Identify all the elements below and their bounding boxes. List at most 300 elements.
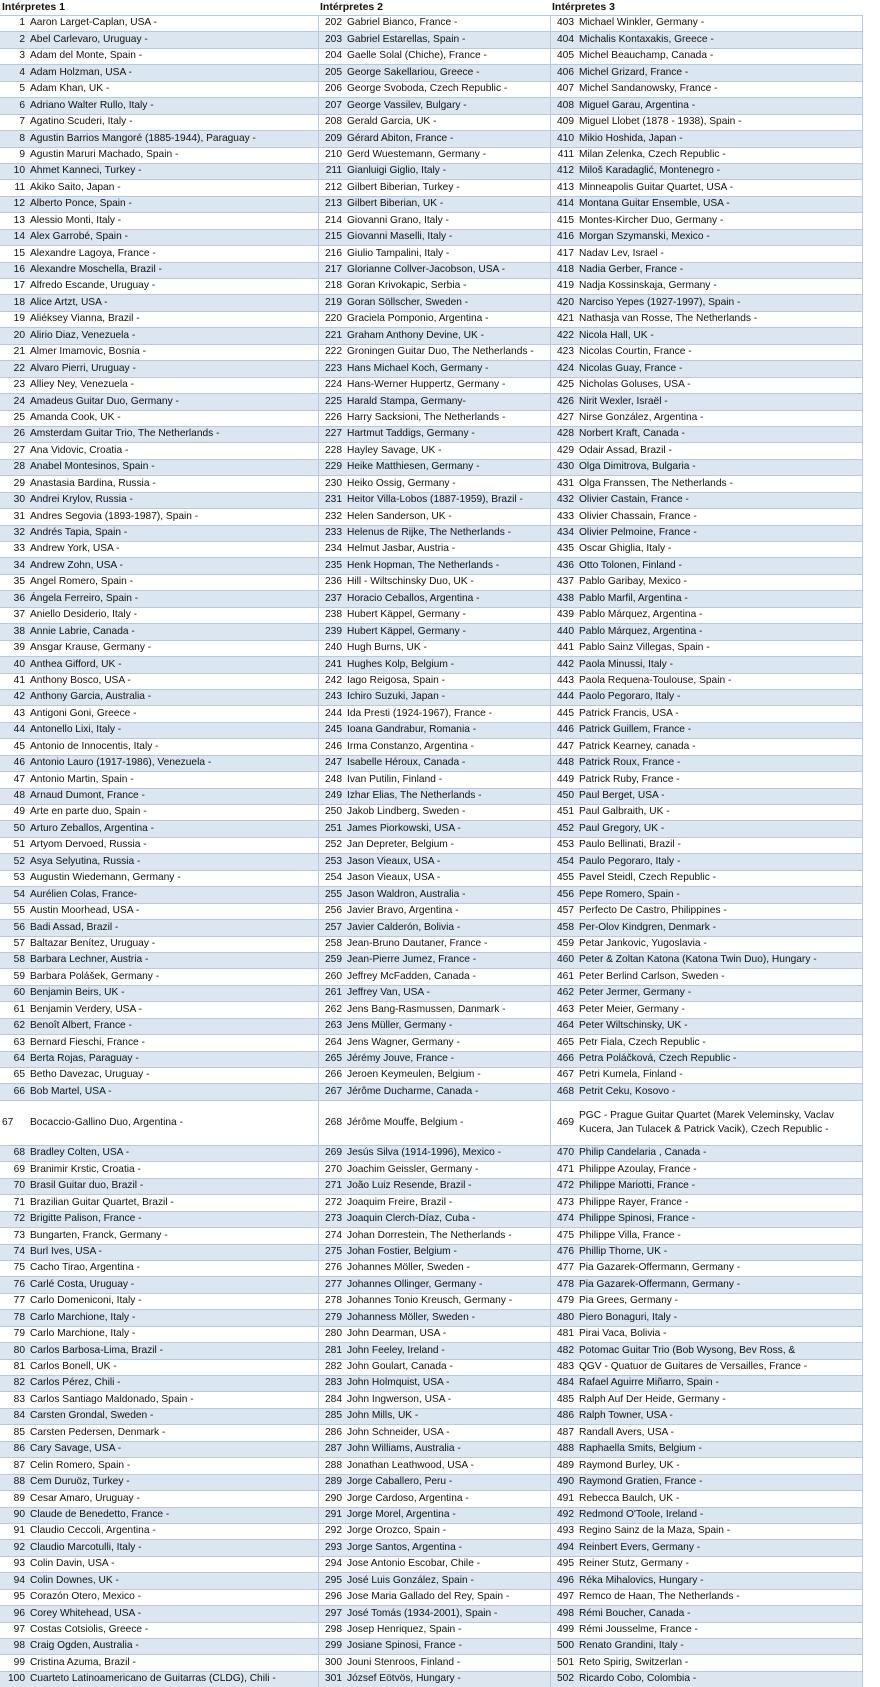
performer-3: Paola Minussi, Italy -: [577, 657, 862, 673]
table-row: [0, 16, 862, 32]
performer-3: Peter Wiltschinsky, UK -: [577, 1018, 862, 1034]
number-3: 485: [550, 1392, 577, 1408]
table-row: [0, 969, 862, 985]
number-2: 274: [318, 1228, 345, 1244]
number-2: 252: [318, 837, 345, 853]
performer-3: QGV - Quatuor de Guitares de Versailles, France -: [577, 1359, 862, 1375]
number-3: 427: [550, 410, 577, 426]
number-3: 482: [550, 1343, 577, 1359]
number-1: 24: [0, 394, 28, 410]
number-3: 404: [550, 32, 577, 48]
number-3: 461: [550, 969, 577, 985]
performer-2: George Svoboda, Czech Republic -: [345, 81, 550, 97]
number-1: 7: [0, 114, 28, 130]
table-row: [0, 147, 862, 163]
performer-3: Nadja Kossinskaja, Germany -: [577, 279, 862, 295]
performer-1: Andrew Zohn, USA -: [28, 558, 318, 574]
performer-2: Giovanni Grano, Italy -: [345, 213, 550, 229]
number-1: 40: [0, 657, 28, 673]
performer-3: Paul Berget, USA -: [577, 788, 862, 804]
number-3: 415: [550, 213, 577, 229]
number-2: 228: [318, 443, 345, 459]
performer-1: Carlos Pérez, Chili -: [28, 1376, 318, 1392]
performer-1: Barbara Polášek, Germany -: [28, 969, 318, 985]
number-1: 32: [0, 525, 28, 541]
performer-2: John Williams, Australia -: [345, 1441, 550, 1457]
number-3: 408: [550, 98, 577, 114]
performer-2: Helmut Jasbar, Austria -: [345, 542, 550, 558]
number-2: 289: [318, 1474, 345, 1490]
performer-1: Antigoni Goni, Greece -: [28, 706, 318, 722]
number-3: 474: [550, 1211, 577, 1227]
table-row: [0, 1211, 862, 1227]
number-2: 240: [318, 640, 345, 656]
table-row: [0, 755, 862, 771]
number-1: 90: [0, 1507, 28, 1523]
number-2: 225: [318, 394, 345, 410]
number-3: 493: [550, 1523, 577, 1539]
performer-1: Agatino Scuderi, Italy -: [28, 114, 318, 130]
number-1: 100: [0, 1671, 28, 1687]
performer-1: Andres Segovia (1893-1987), Spain -: [28, 509, 318, 525]
performer-1: Anthony Bosco, USA -: [28, 673, 318, 689]
number-1: 86: [0, 1441, 28, 1457]
number-1: 25: [0, 410, 28, 426]
number-1: 76: [0, 1277, 28, 1293]
performer-2: Jean-Bruno Dautaner, France -: [345, 936, 550, 952]
table-row: [0, 1639, 862, 1655]
number-3: 496: [550, 1573, 577, 1589]
performer-3: Pirai Vaca, Bolivia -: [577, 1326, 862, 1342]
number-3: 428: [550, 426, 577, 442]
number-2: 295: [318, 1573, 345, 1589]
performer-3: Philippe Azoulay, France -: [577, 1162, 862, 1178]
performer-2: Gabriel Estarellas, Spain -: [345, 32, 550, 48]
number-3: 470: [550, 1145, 577, 1161]
performer-1: Celin Romero, Spain -: [28, 1458, 318, 1474]
number-1: 48: [0, 788, 28, 804]
table-row: [0, 1051, 862, 1067]
number-2: 246: [318, 739, 345, 755]
performer-3: Petr Fiala, Czech Republic -: [577, 1035, 862, 1051]
performer-3: Nicholas Goluses, USA -: [577, 377, 862, 393]
number-2: 284: [318, 1392, 345, 1408]
table-row: [0, 607, 862, 623]
performer-1: Colin Davin, USA -: [28, 1556, 318, 1572]
performer-3: Montana Guitar Ensemble, USA -: [577, 196, 862, 212]
performer-1: Akiko Saito, Japan -: [28, 180, 318, 196]
number-1: 35: [0, 574, 28, 590]
performer-3: Miguel Garau, Argentina -: [577, 98, 862, 114]
number-1: 36: [0, 591, 28, 607]
number-1: 55: [0, 903, 28, 919]
performer-3: Peter Jermer, Germany -: [577, 985, 862, 1001]
performer-3: Ricardo Cobo, Colombia -: [577, 1671, 862, 1687]
performer-2: Hartmut Taddigs, Germany -: [345, 426, 550, 442]
performer-2: Jeroen Keymeulen, Belgium -: [345, 1068, 550, 1084]
performer-1: Benjamin Verdery, USA -: [28, 1002, 318, 1018]
performer-2: Helen Sanderson, UK -: [345, 509, 550, 525]
table-row: [0, 1655, 862, 1671]
table-row: [0, 426, 862, 442]
number-2: 218: [318, 279, 345, 295]
number-3: 426: [550, 394, 577, 410]
number-2: 227: [318, 426, 345, 442]
number-2: 206: [318, 81, 345, 97]
number-3: 453: [550, 837, 577, 853]
number-3: 429: [550, 443, 577, 459]
performer-3: Pavel Steidl, Czech Republic -: [577, 870, 862, 886]
number-1: 87: [0, 1458, 28, 1474]
performer-3: Oscar Ghiglia, Italy -: [577, 542, 862, 558]
performer-3: Renato Grandini, Italy -: [577, 1639, 862, 1655]
performer-2: Ioana Gandrabur, Romania -: [345, 722, 550, 738]
number-3: 450: [550, 788, 577, 804]
number-1: 62: [0, 1018, 28, 1034]
number-1: 58: [0, 952, 28, 968]
number-1: 79: [0, 1326, 28, 1342]
table-row: [0, 574, 862, 590]
performer-1: Branimir Krstic, Croatia -: [28, 1162, 318, 1178]
performer-2: Heiko Ossig, Germany -: [345, 476, 550, 492]
performer-3: Norbert Kraft, Canada -: [577, 426, 862, 442]
performer-2: Gerald Garcia, UK -: [345, 114, 550, 130]
performer-2: Jesús Silva (1914-1996), Mexico -: [345, 1145, 550, 1161]
performer-2: Ida Presti (1924-1967), France -: [345, 706, 550, 722]
number-2: 267: [318, 1084, 345, 1100]
performer-2: Glorianne Collver-Jacobson, USA -: [345, 262, 550, 278]
number-2: 254: [318, 870, 345, 886]
number-1: 61: [0, 1002, 28, 1018]
performer-1: Brasil Guitar duo, Brazil -: [28, 1178, 318, 1194]
number-1: 47: [0, 772, 28, 788]
performer-3: Piero Bonaguri, Italy -: [577, 1310, 862, 1326]
performer-3: Nicolas Courtin, France -: [577, 344, 862, 360]
performer-1: Antonio Martin, Spain -: [28, 772, 318, 788]
performer-1: Arturo Zeballos, Argentina -: [28, 821, 318, 837]
performer-1: Asya Selyutina, Russia -: [28, 854, 318, 870]
number-2: 243: [318, 689, 345, 705]
table-row: [0, 65, 862, 81]
performer-2: Jorge Santos, Argentina -: [345, 1540, 550, 1556]
performer-1: Alessio Monti, Italy -: [28, 213, 318, 229]
performer-2: Gianluigi Giglio, Italy -: [345, 163, 550, 179]
performer-3: Philippe Mariotti, France -: [577, 1178, 862, 1194]
performer-3: Pepe Romero, Spain -: [577, 887, 862, 903]
performer-1: Alliey Ney, Venezuela -: [28, 377, 318, 393]
performer-1: Austin Moorhead, USA -: [28, 903, 318, 919]
number-3: 418: [550, 262, 577, 278]
performer-1: Corey Whitehead, USA -: [28, 1606, 318, 1622]
table-row: [0, 952, 862, 968]
performer-3: Peter & Zoltan Katona (Katona Twin Duo), Hungary -: [577, 952, 862, 968]
number-2: 234: [318, 542, 345, 558]
performer-3: Reto Spirig, Switzerlan -: [577, 1655, 862, 1671]
column-header-2: Intérpretes 2: [318, 0, 550, 16]
performer-2: Johan Fostier, Belgium -: [345, 1244, 550, 1260]
table-row: [0, 394, 862, 410]
number-3: 438: [550, 591, 577, 607]
performer-3: Patrick Ruby, France -: [577, 772, 862, 788]
number-3: 497: [550, 1589, 577, 1605]
table-row: [0, 1458, 862, 1474]
number-2: 283: [318, 1376, 345, 1392]
table-row: [0, 1002, 862, 1018]
performer-1: Cesar Amaro, Uruguay -: [28, 1491, 318, 1507]
number-1: 38: [0, 624, 28, 640]
number-1: 3: [0, 48, 28, 64]
performer-3: Rémi Boucher, Canada -: [577, 1606, 862, 1622]
performer-2: John Schneider, USA -: [345, 1425, 550, 1441]
performer-2: Jose Antonio Escobar, Chile -: [345, 1556, 550, 1572]
number-2: 299: [318, 1639, 345, 1655]
number-2: 287: [318, 1441, 345, 1457]
table-row: [0, 640, 862, 656]
table-row: [0, 1244, 862, 1260]
number-1: 17: [0, 279, 28, 295]
performer-2: Heitor Villa-Lobos (1887-1959), Brazil -: [345, 492, 550, 508]
performer-3: Michel Grizard, France -: [577, 65, 862, 81]
number-2: 288: [318, 1458, 345, 1474]
number-1: 80: [0, 1343, 28, 1359]
performer-2: Jason Vieaux, USA -: [345, 870, 550, 886]
performer-1: Brazilian Guitar Quartet, Brazil -: [28, 1195, 318, 1211]
table-row: [0, 1084, 862, 1100]
performer-3: Michael Winkler, Germany -: [577, 16, 862, 32]
number-2: 286: [318, 1425, 345, 1441]
performer-2: Heike Matthiesen, Germany -: [345, 459, 550, 475]
performer-2: John Holmquist, USA -: [345, 1376, 550, 1392]
table-row: [0, 196, 862, 212]
number-2: 268: [318, 1100, 345, 1145]
performer-3: Rebecca Baulch, UK -: [577, 1491, 862, 1507]
performer-3: Petar Jankovic, Yugoslavia -: [577, 936, 862, 952]
table-row: [0, 98, 862, 114]
performer-2: João Luiz Resende, Brazil -: [345, 1178, 550, 1194]
performer-2: John Dearman, USA -: [345, 1326, 550, 1342]
performer-1: Alirio Diaz, Venezuela -: [28, 328, 318, 344]
performer-3: Pia Gazarek-Offermann, Germany -: [577, 1260, 862, 1276]
number-2: 214: [318, 213, 345, 229]
table-row: [0, 328, 862, 344]
performer-2: Hayley Savage, UK -: [345, 443, 550, 459]
number-1: 33: [0, 542, 28, 558]
performer-1: Carlo Marchione, Italy -: [28, 1326, 318, 1342]
table-row: [0, 1293, 862, 1309]
number-1: 4: [0, 65, 28, 81]
number-1: 72: [0, 1211, 28, 1227]
number-1: 23: [0, 377, 28, 393]
number-2: 285: [318, 1408, 345, 1424]
performer-2: Jérôme Ducharme, Canada -: [345, 1084, 550, 1100]
number-3: 425: [550, 377, 577, 393]
number-1: 59: [0, 969, 28, 985]
performer-3: Paolo Pegoraro, Italy -: [577, 689, 862, 705]
performer-3: Paulo Pegoraro, Italy -: [577, 854, 862, 870]
performer-1: Almer Imamovic, Bosnia -: [28, 344, 318, 360]
number-2: 204: [318, 48, 345, 64]
number-3: 434: [550, 525, 577, 541]
table-row: [0, 542, 862, 558]
performer-1: Colin Downes, UK -: [28, 1573, 318, 1589]
performer-3: Otto Tolonen, Finland -: [577, 558, 862, 574]
performer-2: Isabelle Héroux, Canada -: [345, 755, 550, 771]
performer-1: Bob Martel, USA -: [28, 1084, 318, 1100]
performer-2: Joachim Geissler, Germany -: [345, 1162, 550, 1178]
number-2: 215: [318, 229, 345, 245]
performer-3: Miloš Karadaglić, Montenegro -: [577, 163, 862, 179]
performer-3: Paul Galbraith, UK -: [577, 805, 862, 821]
performer-3: Morgan Szymanski, Mexico -: [577, 229, 862, 245]
number-2: 271: [318, 1178, 345, 1194]
number-2: 253: [318, 854, 345, 870]
number-2: 294: [318, 1556, 345, 1572]
performer-2: Jakob Lindberg, Sweden -: [345, 805, 550, 821]
performer-1: Andrei Krylov, Russia -: [28, 492, 318, 508]
performer-2: Johannes Ollinger, Germany -: [345, 1277, 550, 1293]
performer-2: Hughes Kolp, Belgium -: [345, 657, 550, 673]
number-1: 94: [0, 1573, 28, 1589]
performer-3: Mikio Hoshida, Japan -: [577, 131, 862, 147]
number-1: 67: [0, 1100, 28, 1145]
number-1: 2: [0, 32, 28, 48]
performer-1: Claudio Marcotulli, Italy -: [28, 1540, 318, 1556]
table-row: [0, 32, 862, 48]
table-row: [0, 492, 862, 508]
performer-1: Anthony Garcia, Australia -: [28, 689, 318, 705]
number-1: 18: [0, 295, 28, 311]
number-2: 231: [318, 492, 345, 508]
number-2: 221: [318, 328, 345, 344]
performer-2: József Eötvös, Hungary -: [345, 1671, 550, 1687]
number-1: 46: [0, 755, 28, 771]
number-2: 265: [318, 1051, 345, 1067]
table-row: [0, 163, 862, 179]
performer-1: Craig Ogden, Australia -: [28, 1639, 318, 1655]
performer-1: Alice Artzt, USA -: [28, 295, 318, 311]
performer-2: Gilbert Biberian, Turkey -: [345, 180, 550, 196]
performer-2: Gilbert Biberian, UK -: [345, 196, 550, 212]
table-row: [0, 1573, 862, 1589]
number-2: 210: [318, 147, 345, 163]
table-row: [0, 805, 862, 821]
performer-2: John Goulart, Canada -: [345, 1359, 550, 1375]
performer-1: Badi Assad, Brazil -: [28, 920, 318, 936]
number-1: 1: [0, 16, 28, 32]
performer-3: Reiner Stutz, Germany -: [577, 1556, 862, 1572]
performer-1: Agustin Maruri Machado, Spain -: [28, 147, 318, 163]
number-2: 224: [318, 377, 345, 393]
number-2: 207: [318, 98, 345, 114]
number-3: 443: [550, 673, 577, 689]
table-row: [0, 1474, 862, 1490]
performer-1: Carlo Marchione, Italy -: [28, 1310, 318, 1326]
number-1: 71: [0, 1195, 28, 1211]
table-row: [0, 1178, 862, 1194]
performer-3: Peter Meier, Germany -: [577, 1002, 862, 1018]
number-1: 81: [0, 1359, 28, 1375]
performer-2: Jérémy Jouve, France -: [345, 1051, 550, 1067]
performer-3: Nadav Lev, Israel -: [577, 246, 862, 262]
number-1: 99: [0, 1655, 28, 1671]
performer-2: Jorge Cardoso, Argentina -: [345, 1491, 550, 1507]
performer-1: Alberto Ponce, Spain -: [28, 196, 318, 212]
number-2: 242: [318, 673, 345, 689]
performer-1: Anastasia Bardina, Russia -: [28, 476, 318, 492]
table-row: [0, 361, 862, 377]
performer-3: Patrick Guillem, France -: [577, 722, 862, 738]
performer-2: Jean-Pierre Jumez, France -: [345, 952, 550, 968]
performer-3: Milan Zelenka, Czech Republic -: [577, 147, 862, 163]
number-1: 6: [0, 98, 28, 114]
performer-1: Agustin Barrios Mangoré (1885-1944), Paraguay -: [28, 131, 318, 147]
table-row: [0, 1018, 862, 1034]
number-2: 217: [318, 262, 345, 278]
number-3: 467: [550, 1068, 577, 1084]
number-2: 212: [318, 180, 345, 196]
number-3: 455: [550, 870, 577, 886]
performer-3: Michalis Kontaxakis, Greece -: [577, 32, 862, 48]
number-1: 41: [0, 673, 28, 689]
number-2: 275: [318, 1244, 345, 1260]
number-2: 263: [318, 1018, 345, 1034]
number-3: 471: [550, 1162, 577, 1178]
table-row: [0, 903, 862, 919]
number-3: 491: [550, 1491, 577, 1507]
number-1: 22: [0, 361, 28, 377]
performer-3: Nadia Gerber, France -: [577, 262, 862, 278]
performer-2: Johanness Möller, Sweden -: [345, 1310, 550, 1326]
number-3: 456: [550, 887, 577, 903]
performer-1: Cary Savage, USA -: [28, 1441, 318, 1457]
number-3: 502: [550, 1671, 577, 1687]
number-3: 422: [550, 328, 577, 344]
table-row: [0, 1310, 862, 1326]
number-2: 293: [318, 1540, 345, 1556]
performer-2: Hans Michael Koch, Germany -: [345, 361, 550, 377]
number-3: 446: [550, 722, 577, 738]
performer-1: Cacho Tirao, Argentina -: [28, 1260, 318, 1276]
number-3: 439: [550, 607, 577, 623]
table-row: [0, 114, 862, 130]
number-2: 262: [318, 1002, 345, 1018]
table-row: [0, 1425, 862, 1441]
performer-1: Carlé Costa, Uruguay -: [28, 1277, 318, 1293]
performer-1: Antonio Lauro (1917-1986), Venezuela -: [28, 755, 318, 771]
performer-1: Bernard Fieschi, France -: [28, 1035, 318, 1051]
table-row: [0, 624, 862, 640]
table-row: [0, 1162, 862, 1178]
number-2: 280: [318, 1326, 345, 1342]
table-row: [0, 1376, 862, 1392]
performer-2: Giovanni Maselli, Italy -: [345, 229, 550, 245]
number-1: 75: [0, 1260, 28, 1276]
number-3: 442: [550, 657, 577, 673]
performer-2: Gabriel Bianco, France -: [345, 16, 550, 32]
performer-3: PGC - Prague Guitar Quartet (Marek Veleminsky, Vaclav Kucera, Jan Tulacek & Patrick Vacik), Czech Republic -: [577, 1100, 862, 1145]
performer-3: Ralph Towner, USA -: [577, 1408, 862, 1424]
number-2: 241: [318, 657, 345, 673]
table-row: [0, 920, 862, 936]
number-3: 487: [550, 1425, 577, 1441]
number-1: 98: [0, 1639, 28, 1655]
performer-3: Philippe Rayer, France -: [577, 1195, 862, 1211]
performer-1: Amsterdam Guitar Trio, The Netherlands -: [28, 426, 318, 442]
performer-3: Patrick Roux, France -: [577, 755, 862, 771]
number-3: 430: [550, 459, 577, 475]
performer-3: Pablo Sainz Villegas, Spain -: [577, 640, 862, 656]
number-3: 441: [550, 640, 577, 656]
